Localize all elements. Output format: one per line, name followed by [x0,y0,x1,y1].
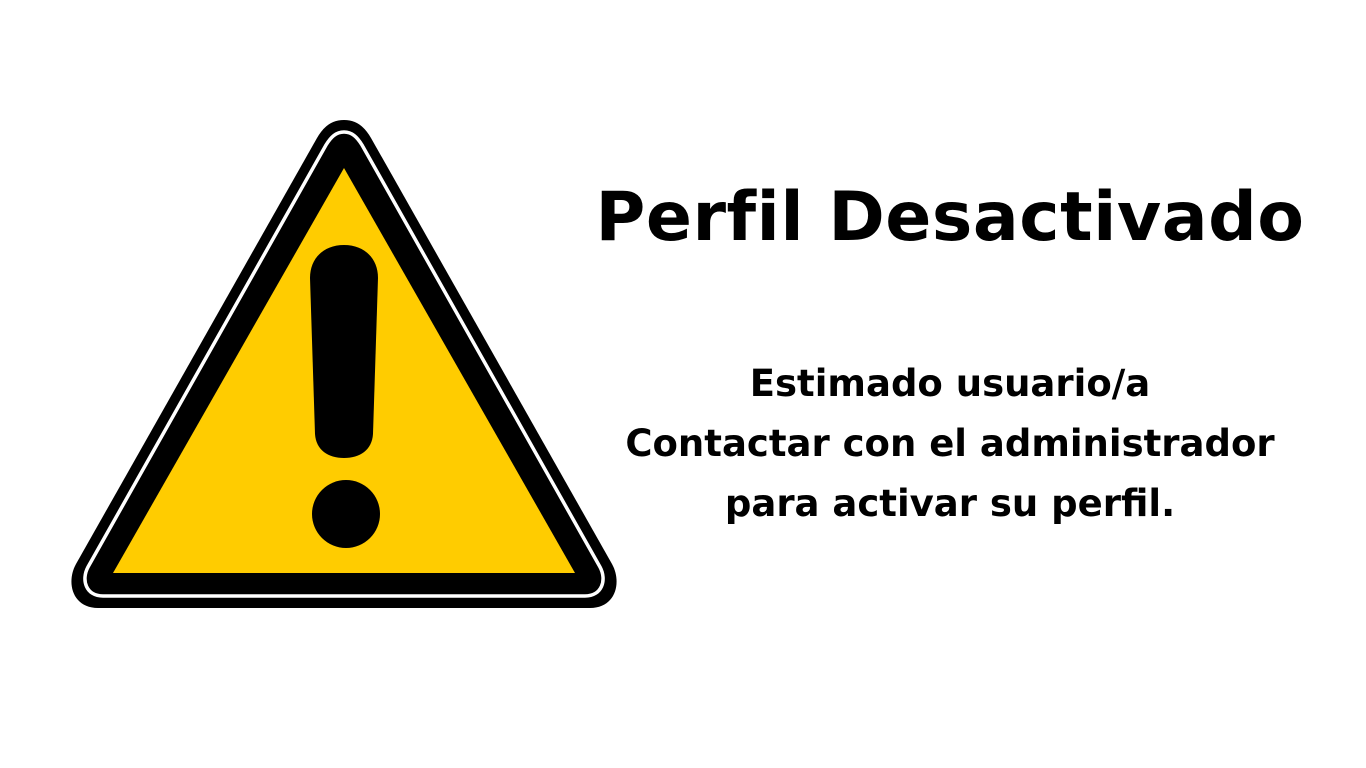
instruction-line-continued: para activar su perfil. [724,482,1176,525]
exclamation-bar [310,245,378,458]
warning-triangle-icon [60,112,628,616]
message-body [590,354,1310,534]
deactivation-message [590,170,1310,534]
instruction-line: Contactar con el administrador [625,422,1275,465]
exclamation-dot [312,480,380,548]
page-title: Perfil Desactivado [595,178,1305,257]
greeting-line: Estimado usuario/a [749,362,1151,405]
